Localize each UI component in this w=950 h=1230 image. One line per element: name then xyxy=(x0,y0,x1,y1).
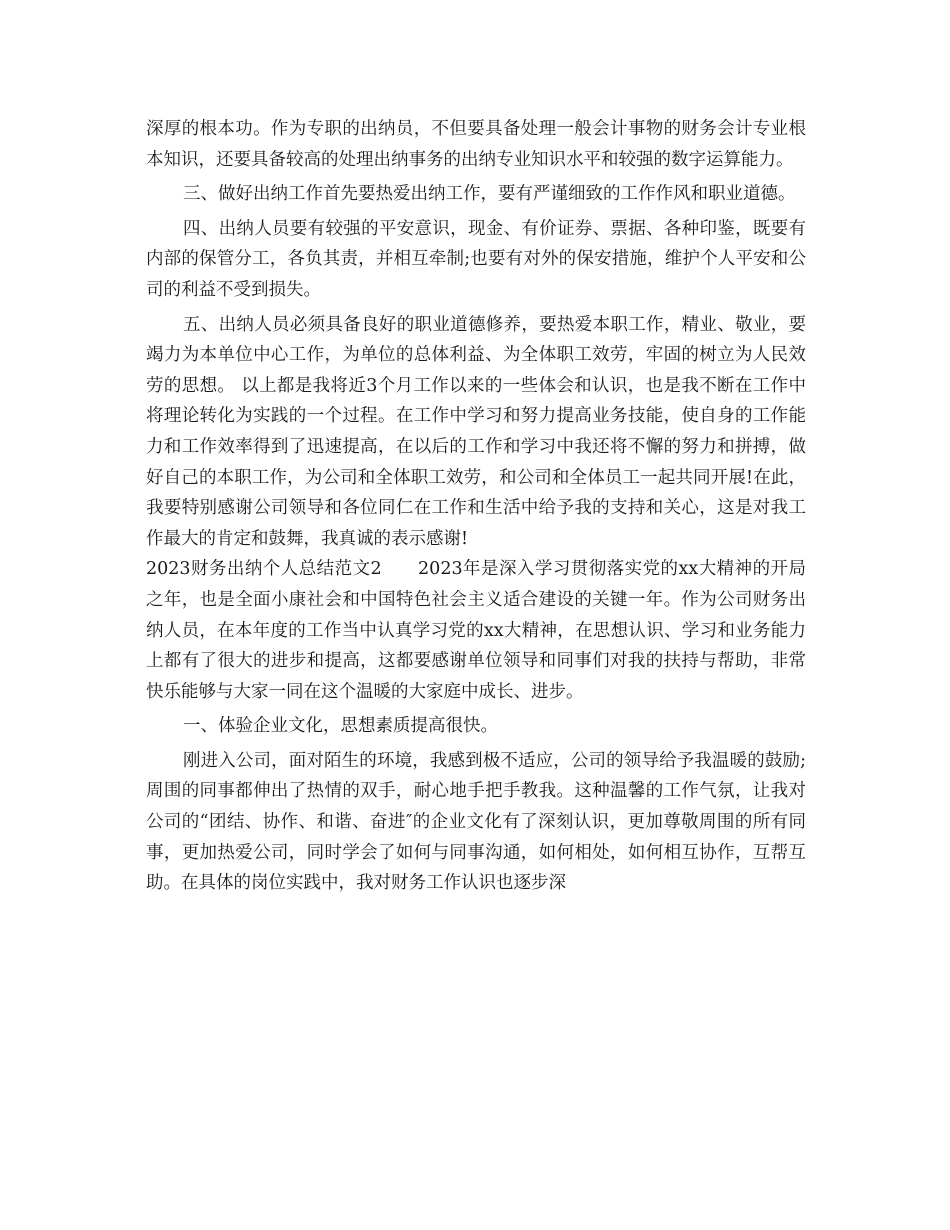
body-text xyxy=(146,114,806,899)
paragraph-point-three: 三、做好出纳工作首先要热爱出纳工作，要有严谨细致的工作作风和职业道德。 xyxy=(183,184,796,205)
paragraph-point-five: 五、出纳人员必须具备良好的职业道德修养，要热爱本职工作，精业、敬业，要竭力为本单位中心工作，为单位的总体利益、为全体职工效劳，牢固的树立为人民效劳的思想。 以上都是我将近3个月工作以来的一些体会和认识，也是我不断在工作中将理论转化为实践的一个过程。在工作中学习和努力提高业务技能，使自身的工作能力和工作效率得到了迅速提高，在以后的工作和学习中我还将不懈的努力和拼搏，做好自己的本职工作，为公司和全体职工效劳，和公司和全体员工一起共同开展!在此，我要特别感谢公司领导和各位同仁在工作和生活中给予我的支持和关心，这是对我工作最大的肯定和鼓舞，我真诚的表示感谢! xyxy=(146,314,806,549)
paragraph-continuation: 深厚的根本功。作为专职的出纳员，不但要具备处理一般会计事物的财务会计专业根本知识，还要具备较高的处理出纳事务的出纳专业知识水平和较强的数字运算能力。 xyxy=(146,119,806,170)
section-heading-one: 一、体验企业文化，思想素质提高很快。 xyxy=(183,716,498,737)
paragraph-point-four: 四、出纳人员要有较强的平安意识，现金、有价证券、票据、各种印鉴，既要有内部的保管分工，各负其责，并相互牵制;也要有对外的保安措施，维护个人平安和公司的利益不受到损失。 xyxy=(146,218,806,300)
paragraph-summary-two: 2023财务出纳个人总结范文2 2023年是深入学习贯彻落实党的xx大精神的开局之年，也是全面小康社会和中国特色社会主义适合建设的关键一年。作为公司财务出纳人员，在本年度的工作当中认真学习党的xx大精神，在思想认识、学习和业务能力上都有了很大的进步和提高，这都要感谢单位领导和同事们对我的扶持与帮助，非常快乐能够与大家一同在这个温暖的大家庭中成长、进步。 xyxy=(146,559,806,702)
paragraph-company-culture: 刚进入公司，面对陌生的环境，我感到极不适应，公司的领导给予我温暖的鼓励;周围的同事都伸出了热情的双手，耐心地手把手教我。这种温馨的工作气氛，让我对公司的“团结、协作、和谐、奋进″的企业文化有了深刻认识，更加尊敬周围的所有同事，更加热爱公司，同时学会了如何与同事沟通，如何相处，如何相互协作，互帮互助。在具体的岗位实践中，我对财务工作认识也逐步深 xyxy=(146,750,806,894)
